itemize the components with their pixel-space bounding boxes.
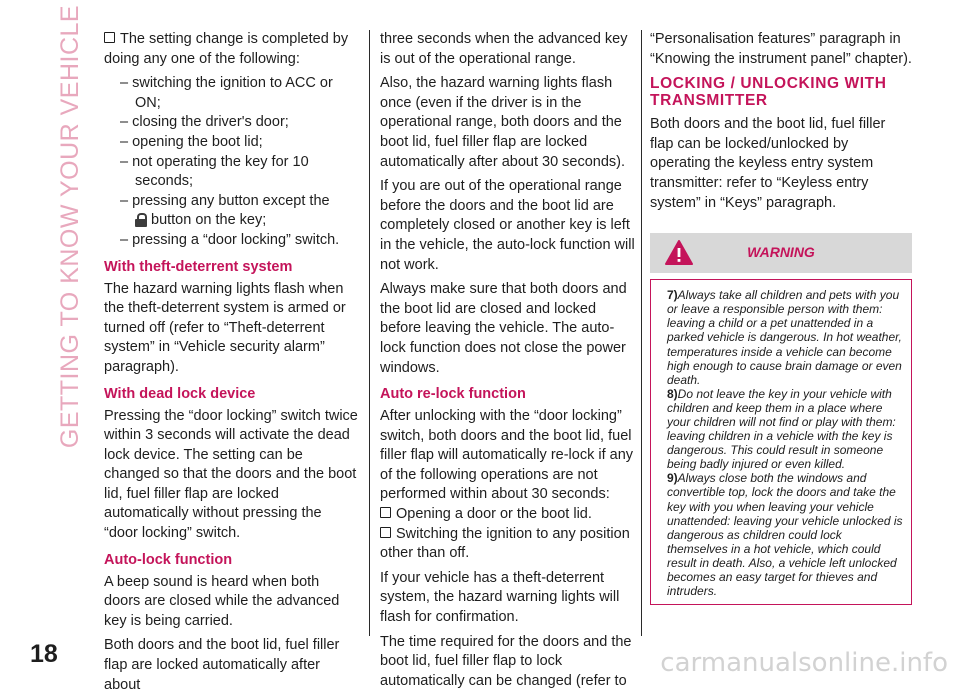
watermark: carmanualsonline.info <box>660 648 948 678</box>
paragraph: Also, the hazard warning lights flash once (even if the driver is in the operational range, both doors and the boot lid, fuel filler flap are locked automatically after about 30 seconds). <box>380 75 626 170</box>
bullet-item: Switching the ignition to any position other than off. <box>380 525 630 562</box>
paragraph: Pressing the “door locking” switch twice within 3 seconds will activate the dead lock device. The setting can be changed so that the doors and the boot lid, fuel filler flap are locked automatically without pressing the “door locking” switch. <box>104 407 358 542</box>
checkbox-bullet-icon <box>380 507 391 518</box>
chapter-title-text: GETTING TO KNOW YOUR VEHICLE <box>56 4 85 448</box>
warning-title: WARNING <box>747 244 815 261</box>
paragraph: “Personalisation features” paragraph in “Knowing the instrument panel” chapter). <box>650 31 912 67</box>
paragraph: The hazard warning lights flash when the theft-deterrent system is armed or turned off (refer to “Theft-deterrent system” in “Vehicle security alarm” paragraph). <box>104 280 346 375</box>
checkbox-bullet-icon <box>380 527 391 538</box>
warning-item: 9)Always close both the windows and convertible top, lock the doors and take the key with you when leaving your vehicle unattended: leaving your vehicle unlocked is dangerous as children could lock themselves in a hot vehicle, which could result in death. Also, a vehicle left unlocked becomes an easy target for thieves and intruders. <box>667 471 903 599</box>
list-item: – switching the ignition to ACC or ON; <box>120 75 333 111</box>
paragraph: A beep sound is heard when both doors are closed while the advanced key is being carried. <box>104 573 340 629</box>
column-divider <box>641 30 642 636</box>
heading-theft-deterrent: With theft-deterrent system <box>104 258 293 275</box>
paragraph: Both doors and the boot lid, fuel filler flap are locked automatically after about <box>104 637 340 693</box>
list-item: – pressing a “door locking” switch. <box>120 231 340 248</box>
warning-box <box>650 279 912 605</box>
list-item: – not operating the key for 10 seconds; <box>120 153 309 190</box>
page-number: 18 <box>30 640 58 668</box>
intro-paragraph: The setting change is completed by doing any one of the following: <box>104 31 349 67</box>
column-1 <box>104 30 359 700</box>
lock-icon <box>135 213 147 226</box>
bullet-item: Opening a door or the boot lid. <box>380 505 638 525</box>
list-item: – opening the boot lid; <box>120 133 263 150</box>
chapter-side-title <box>44 4 98 448</box>
paragraph: Always make sure that both doors and the boot lid are closed and locked before leaving the vehicle. The auto-lock function does not close the power windows. <box>380 281 627 376</box>
warning-header <box>650 233 912 273</box>
paragraph: Both doors and the boot lid, fuel filler flap can be locked/unlocked by operating the keyless entry system transmitter: refer to “Keyless entry system” in “Keys” paragraph. <box>650 116 886 211</box>
column-3 <box>650 30 912 605</box>
heading-auto-lock: Auto-lock function <box>104 551 233 568</box>
heading-auto-relock: Auto re-lock function <box>380 386 526 403</box>
paragraph: If you are out of the operational range before the doors and the boot lid are completely closed or another key is left in the vehicle, the auto-lock function will not work. <box>380 178 635 273</box>
column-2 <box>380 30 638 696</box>
warning-triangle-icon <box>664 239 694 266</box>
warning-item: 7)Always take all children and pets with you or leave a responsible person with them: leaving a child or a pet unattended in a parked vehicle is dangerous. In hot weather, temperatures inside a vehicle can become high enough to cause brain damage or even death. <box>667 288 902 387</box>
paragraph: After unlocking with the “door locking” switch, both doors and the boot lid, fuel filler flap will automatically re-lock if any of the following operations are not performed within about 30 seconds: <box>380 408 634 503</box>
checkbox-bullet-icon <box>104 32 115 43</box>
section-heading-transmitter: LOCKING / UNLOCKING WITH TRANSMITTER <box>650 75 887 110</box>
paragraph: three seconds when the advanced key is out of the operational range. <box>380 31 628 67</box>
setting-change-list <box>104 74 359 250</box>
list-item: – closing the driver's door; <box>120 114 289 131</box>
column-divider <box>369 30 370 636</box>
warning-item: 8)Do not leave the key in your vehicle with children and keep them in a place where your children will not find or play with them: leaving children in a vehicle with the key is dangerous. This could result in someone being badly injured or even killed. <box>667 386 896 472</box>
heading-dead-lock: With dead lock device <box>104 385 256 402</box>
paragraph: The time required for the doors and the boot lid, fuel filler flap to lock automatically can be changed (refer to <box>380 633 632 689</box>
paragraph: If your vehicle has a theft-deterrent system, the hazard warning lights will flash for confirmation. <box>380 569 620 626</box>
list-item: – pressing any button except the button on the key; <box>120 192 330 229</box>
